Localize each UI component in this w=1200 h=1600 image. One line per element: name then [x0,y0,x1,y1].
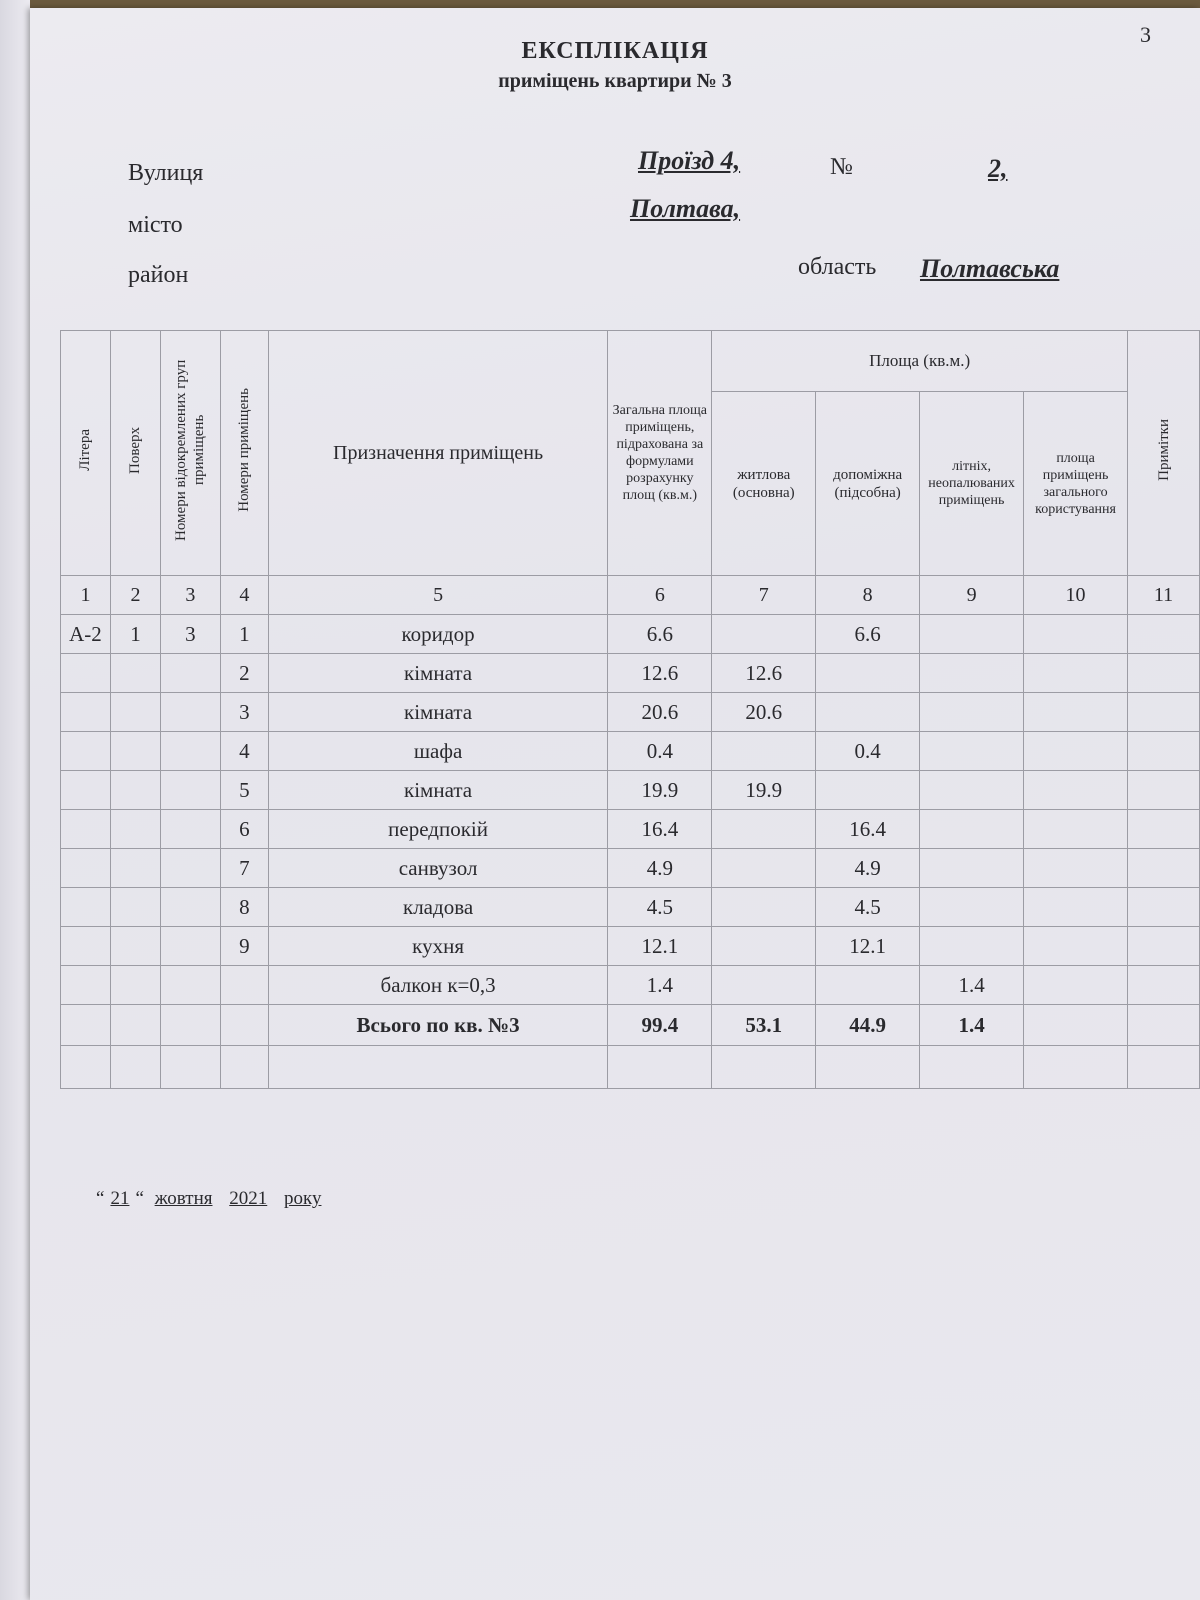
group-cell [160,927,220,966]
living-area-cell: 12.6 [712,654,816,693]
summer-area-cell [920,927,1024,966]
table-cell [1128,1046,1200,1089]
group-cell: 3 [160,615,220,654]
table-cell [110,1005,160,1046]
total-row [61,1005,1200,1046]
floor-cell [110,771,160,810]
table-cell [160,1046,220,1089]
column-number: 6 [608,576,712,615]
summer-area-cell [920,849,1024,888]
header-room-numbers: Номери приміщень [220,331,268,576]
note-cell [1128,732,1200,771]
table-cell [712,1046,816,1089]
living-area-cell [712,888,816,927]
room-number-cell: 3 [220,693,268,732]
auxiliary-area-cell: 4.9 [816,849,920,888]
total-area-cell: 4.5 [608,888,712,927]
summer-area-cell [920,888,1024,927]
litera-cell [61,849,111,888]
note-cell [1128,810,1200,849]
table-cell [268,1046,608,1089]
document-subtitle: приміщень квартири № 3 [498,70,732,92]
room-name-cell: кладова [268,888,608,927]
column-number: 3 [160,576,220,615]
table-cell [160,1005,220,1046]
table-cell [920,1046,1024,1089]
table-cell [608,1046,712,1089]
header-litera: Літера [61,331,111,576]
total-area-cell: 0.4 [608,732,712,771]
room-number-cell: 4 [220,732,268,771]
common-area-cell [1024,927,1128,966]
litera-cell [61,654,111,693]
date-suffix: року [284,1188,322,1209]
living-area-cell [712,927,816,966]
floor-cell [110,849,160,888]
auxiliary-area-cell [816,771,920,810]
floor-cell [110,654,160,693]
group-cell [160,888,220,927]
table-row [61,732,1200,771]
auxiliary-area-cell [816,654,920,693]
room-number-cell: 8 [220,888,268,927]
total-auxiliary: 44.9 [816,1005,920,1046]
group-cell [160,654,220,693]
room-name-cell: коридор [268,615,608,654]
header-floor: Поверх [110,331,160,576]
common-area-cell [1024,888,1128,927]
header-group-numbers: Номери відокремлених груп приміщень [160,331,220,576]
living-area-cell: 19.9 [712,771,816,810]
header-living: житлова (основна) [712,392,816,576]
common-area-cell [1024,771,1128,810]
date-year: 2021 [229,1188,268,1209]
table-row [61,693,1200,732]
table-row [61,810,1200,849]
column-number: 2 [110,576,160,615]
common-area-cell [1024,810,1128,849]
table-cell [61,1046,111,1089]
floor-cell [110,927,160,966]
table-row [61,615,1200,654]
total-area-cell: 16.4 [608,810,712,849]
litera-cell [61,888,111,927]
total-living: 53.1 [712,1005,816,1046]
header-notes: Примітки [1128,331,1200,576]
total-area-cell: 20.6 [608,693,712,732]
header-purpose: Призначення приміщень [268,331,608,576]
room-number-cell [220,966,268,1005]
adjacent-page-edge [0,0,30,1600]
summer-area-cell [920,615,1024,654]
group-cell [160,732,220,771]
living-area-cell [712,615,816,654]
column-number: 8 [816,576,920,615]
table-cell [61,1005,111,1046]
column-number: 11 [1128,576,1200,615]
table-cell [1024,1005,1128,1046]
living-area-cell [712,849,816,888]
room-number-cell: 9 [220,927,268,966]
note-cell [1128,771,1200,810]
city-value: Полтава, [630,194,741,223]
table-row [61,849,1200,888]
number-value: 2, [988,154,1008,183]
total-area: 99.4 [608,1005,712,1046]
column-number: 4 [220,576,268,615]
blank-row [61,1046,1200,1089]
total-area-cell: 6.6 [608,615,712,654]
date-day: 21 [110,1188,130,1209]
city-label: місто [128,212,183,238]
auxiliary-area-cell [816,966,920,1005]
common-area-cell [1024,615,1128,654]
header-total-area: Загальна площа приміщень, підрахована за формулами розрахунку площ (кв.м.) [608,331,712,576]
table-cell [1128,1005,1200,1046]
header-common: площа приміщень загального користування [1024,392,1128,576]
auxiliary-area-cell: 16.4 [816,810,920,849]
number-label: № [830,154,853,180]
summer-area-cell [920,771,1024,810]
table-cell [1024,1046,1128,1089]
living-area-cell: 20.6 [712,693,816,732]
rooms-body [61,615,1200,1005]
group-cell [160,810,220,849]
header-auxiliary: допоміжна (підсобна) [816,392,920,576]
note-cell [1128,849,1200,888]
column-number: 1 [61,576,111,615]
common-area-cell [1024,654,1128,693]
column-number: 5 [268,576,608,615]
auxiliary-area-cell: 4.5 [816,888,920,927]
column-numbers-row [61,576,1200,615]
auxiliary-area-cell [816,693,920,732]
auxiliary-area-cell: 12.1 [816,927,920,966]
summer-area-cell [920,732,1024,771]
room-name-cell: кімната [268,654,608,693]
table-row [61,771,1200,810]
litera-cell [61,810,111,849]
auxiliary-area-cell: 0.4 [816,732,920,771]
litera-cell [61,693,111,732]
group-cell [160,849,220,888]
column-number: 9 [920,576,1024,615]
common-area-cell [1024,966,1128,1005]
summer-area-cell [920,693,1024,732]
table-row [61,966,1200,1005]
note-cell [1128,654,1200,693]
table-cell [816,1046,920,1089]
table-cell [220,1005,268,1046]
group-cell [160,966,220,1005]
note-cell [1128,693,1200,732]
page-number: 3 [1140,22,1151,47]
summer-area-cell [920,810,1024,849]
note-cell [1128,888,1200,927]
document-title: ЕКСПЛІКАЦІЯ [521,38,709,64]
table-cell [110,1046,160,1089]
document-page [30,8,1200,1600]
group-cell [160,693,220,732]
region-value: Полтавська [920,254,1060,283]
table-row [61,927,1200,966]
summer-area-cell: 1.4 [920,966,1024,1005]
room-name-cell: санвузол [268,849,608,888]
room-name-cell: шафа [268,732,608,771]
total-area-cell: 12.1 [608,927,712,966]
street-value: Проїзд 4, [638,146,741,175]
room-name-cell: кухня [268,927,608,966]
auxiliary-area-cell: 6.6 [816,615,920,654]
total-summer: 1.4 [920,1005,1024,1046]
litera-cell [61,966,111,1005]
column-number: 7 [712,576,816,615]
total-area-cell: 4.9 [608,849,712,888]
floor-cell [110,693,160,732]
document-date: “ 21 “ жовтня 2021 року [96,1188,322,1209]
litera-cell [61,732,111,771]
floor-cell [110,810,160,849]
explication-table [60,330,1200,1089]
living-area-cell [712,732,816,771]
total-area-cell: 1.4 [608,966,712,1005]
litera-cell [61,771,111,810]
region-label: область [798,254,877,280]
room-number-cell: 5 [220,771,268,810]
living-area-cell [712,810,816,849]
table-row [61,654,1200,693]
floor-cell [110,732,160,771]
living-area-cell [712,966,816,1005]
column-number: 10 [1024,576,1128,615]
district-label: район [128,262,189,288]
table-row [61,888,1200,927]
street-label: Вулиця [128,160,204,186]
total-label: Всього по кв. №3 [268,1005,608,1046]
date-month: жовтня [154,1188,213,1209]
header-area-group: Площа (кв.м.) [712,331,1128,392]
room-number-cell: 2 [220,654,268,693]
room-number-cell: 7 [220,849,268,888]
room-name-cell: передпокій [268,810,608,849]
room-name-cell: балкон к=0,3 [268,966,608,1005]
litera-cell [61,927,111,966]
room-name-cell: кімната [268,693,608,732]
common-area-cell [1024,693,1128,732]
floor-cell: 1 [110,615,160,654]
note-cell [1128,615,1200,654]
litera-cell: А-2 [61,615,111,654]
room-number-cell: 1 [220,615,268,654]
summer-area-cell [920,654,1024,693]
note-cell [1128,966,1200,1005]
common-area-cell [1024,849,1128,888]
common-area-cell [1024,732,1128,771]
table-cell [220,1046,268,1089]
floor-cell [110,888,160,927]
header-summer: літніх, неопалюваних приміщень [920,392,1024,576]
floor-cell [110,966,160,1005]
total-area-cell: 12.6 [608,654,712,693]
room-number-cell: 6 [220,810,268,849]
group-cell [160,771,220,810]
note-cell [1128,927,1200,966]
total-area-cell: 19.9 [608,771,712,810]
room-name-cell: кімната [268,771,608,810]
